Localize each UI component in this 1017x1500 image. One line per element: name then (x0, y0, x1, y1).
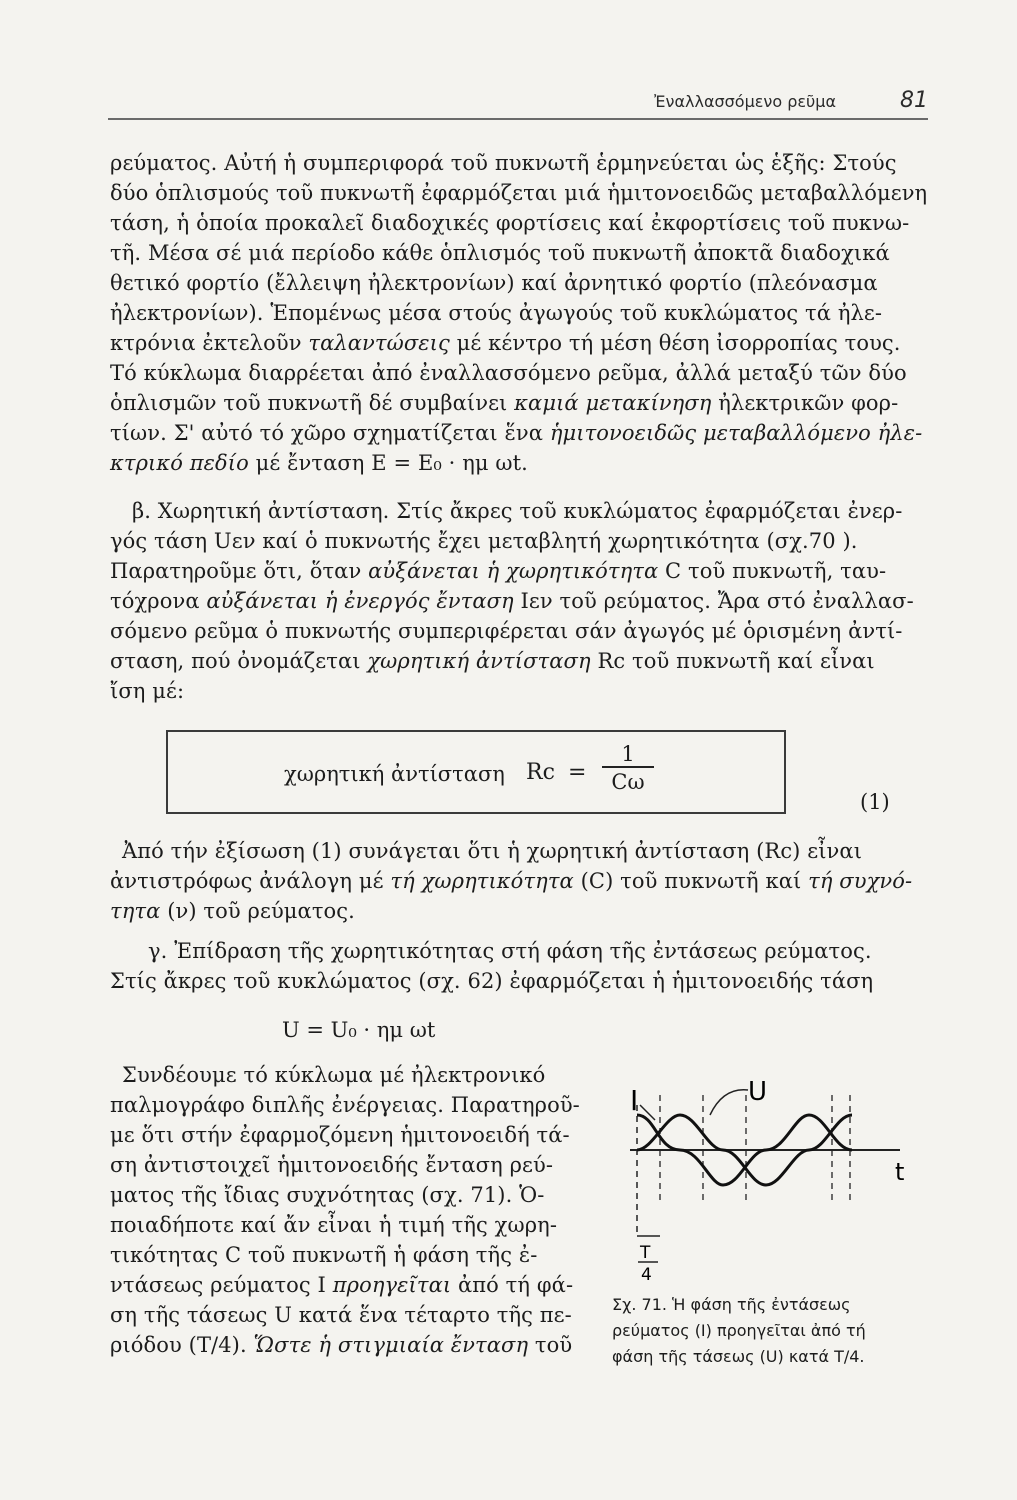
text-line: ση τῆς τάσεως U κατά ἕνα τέταρτο τῆς πε- (110, 1303, 572, 1327)
text-span: ἀντιστρόφως ἀνάλογη μέ (110, 869, 384, 893)
text-line: γός τάση Uεν καί ὁ πυκνωτής ἔχει μεταβλητή χωρητικότητα (σχ.70 ). (110, 529, 858, 553)
text-span: τοῦ (534, 1333, 573, 1357)
text-line: δύο ὁπλισμούς τοῦ πυκνωτῆ ἐφαρμόζεται μιά ἡμιτονοειδῶς μεταβαλλόμενη (110, 181, 928, 205)
page-number: 81 (900, 88, 928, 113)
italic-term: τητα (110, 899, 161, 923)
text-line: ρεύματος. Αὐτή ἡ συμπεριφορά τοῦ πυκνωτῆ ἑρμηνεύεται ὡς ἑξῆς: Στούς (110, 151, 897, 175)
text-line: με ὅτι στήν ἐφαρμοζόμενη ἡμιτονοειδή τά- (110, 1123, 570, 1147)
text-line: ση ἀντιστοιχεῖ ἡμιτονοειδής ἔνταση ρεύ- (110, 1153, 554, 1177)
text-span: ἠλεκτρικῶν φορ- (718, 391, 899, 415)
formula-equals: = (568, 760, 587, 785)
italic-term: καμιά μετακίνηση (514, 391, 712, 415)
label-time: t (895, 1158, 905, 1186)
text-span: ἀπό τή φά- (457, 1273, 574, 1297)
italic-term: Ὥστε ἡ στιγμιαία ἔνταση (253, 1333, 529, 1357)
italic-term: ταλαντώσεις (308, 331, 450, 355)
italic-term: αὐξάνεται ἡ ἐνεργός ἔνταση (206, 589, 514, 613)
text-span: μέ ἔνταση Ε = Ε₀ · ημ ωt. (255, 451, 528, 475)
formula-lhs: Rc (526, 760, 555, 785)
text-line: τάση, ἡ ὁποία προκαλεῖ διαδοχικές φορτίσεις καί ἐκφορτίσεις τοῦ πυκνω- (110, 211, 910, 235)
figure-caption-line: ρεύματος (I) προηγεῖται ἀπό τή (612, 1321, 866, 1340)
page-header (108, 88, 928, 120)
text-line: Τό κύκλωμα διαρρέεται ἀπό ἐναλλασσόμενο ρεῦμα, ἀλλά μεταξύ τῶν δύο (110, 361, 907, 385)
text-line (110, 450, 528, 477)
text-line: παλμογράφο διπλῆς ἐνέργειας. Παρατηροῦ- (110, 1093, 580, 1117)
figure-caption-line: Σχ. 71. Ἡ φάση τῆς ἐντάσεως (612, 1295, 851, 1314)
formula-label: χωρητική ἀντίσταση (284, 762, 505, 786)
equation-number: (1) (860, 790, 890, 814)
text-line (110, 898, 355, 925)
fraction-numerator: 1 (621, 742, 635, 766)
text-line: ἴση μέ: (110, 679, 185, 703)
italic-term: χωρητική ἀντίσταση (367, 649, 591, 673)
text-span: τίων. Σ' αὐτό τό χῶρο σχηματίζεται ἕνα (110, 421, 544, 445)
label-four: 4 (641, 1265, 652, 1285)
text-span: Παρατηροῦμε ὅτι, ὅταν (110, 559, 362, 583)
text-line (110, 390, 898, 417)
voltage-equation: U = U₀ · ημ ωt (282, 1018, 436, 1042)
formula-box (166, 730, 786, 814)
text-span: Rc τοῦ πυκνωτῆ καί εἶναι (597, 649, 875, 673)
text-line (110, 558, 886, 585)
formula-fraction (598, 742, 658, 796)
voltage-pointer (710, 1090, 748, 1115)
italic-term: τή συχνό- (808, 869, 913, 893)
text-line: ματος τῆς ἴδιας συχνότητας (σχ. 71). Ὁ- (110, 1183, 545, 1207)
text-line: Ἀπό τήν ἐξίσωση (1) συνάγεται ὅτι ἡ χωρητική ἀντίσταση (Rc) εἶναι (122, 839, 863, 863)
label-current: I (630, 1084, 639, 1117)
text-line: τικότητας C τοῦ πυκνωτῆ ἡ φάση τῆς ἐ- (110, 1243, 538, 1267)
text-line: σόμενο ρεῦμα ὁ πυκνωτής συμπεριφέρεται σάν ἀγωγός μέ ὁρισμένη ἀντί- (110, 619, 903, 643)
text-line: τῆ. Μέσα σέ μιά περίοδο κάθε ὁπλισμός τοῦ πυκνωτῆ ἀποκτᾶ διαδοχικά (110, 241, 890, 265)
fraction-denominator: Cω (611, 770, 645, 794)
text-span: κτρόνια ἐκτελοῦν (110, 331, 302, 355)
text-span: τόχρονα (110, 589, 200, 613)
text-span: C τοῦ πυκνωτῆ, ταυ- (665, 559, 887, 583)
text-span: (C) τοῦ πυκνωτῆ καί (580, 869, 802, 893)
text-line (110, 588, 914, 615)
text-line: ἠλεκτρονίων). Ἑπομένως μέσα στούς ἀγωγούς τοῦ κυκλώματος τά ἠλε- (110, 301, 883, 325)
label-period-T: T (640, 1243, 651, 1263)
italic-term: κτρικό πεδίο (110, 451, 249, 475)
phase-figure (600, 1060, 930, 1290)
text-line (110, 648, 875, 675)
text-line (110, 1272, 573, 1299)
italic-term: αὐξάνεται ἡ χωρητικότητα (368, 559, 659, 583)
text-line (110, 420, 922, 447)
italic-term: τή χωρητικότητα (390, 869, 574, 893)
text-span: Iεν τοῦ ρεύματος. Ἄρα στό ἐναλλασ- (520, 589, 914, 613)
text-line (110, 1332, 572, 1359)
text-line: Συνδέουμε τό κύκλωμα μέ ἠλεκτρονικό (122, 1063, 546, 1087)
text-line: ποιαδήποτε καί ἄν εἶναι ἡ τιμή τῆς χωρη- (110, 1213, 558, 1237)
text-line: Στίς ἄκρες τοῦ κυκλώματος (σχ. 62) ἐφαρμόζεται ἡ ἡμιτονοειδής τάση (110, 969, 874, 993)
italic-term: ἡμιτονοειδῶς μεταβαλλόμενο ἠλε- (549, 421, 923, 445)
section-heading-line: γ. Ἐπίδραση τῆς χωρητικότητας στή φάση τῆς ἐντάσεως ρεύματος. (148, 939, 872, 963)
figure-caption-line: φάση τῆς τάσεως (U) κατά T/4. (612, 1347, 865, 1366)
text-span: σταση, πού ὀνομάζεται (110, 649, 361, 673)
text-span: ὁπλισμῶν τοῦ πυκνωτῆ δέ συμβαίνει (110, 391, 508, 415)
running-title: Ἐναλλασσόμενο ρεῦμα (654, 92, 836, 111)
italic-term: προηγεῖται (332, 1273, 452, 1297)
text-span: μέ κέντρο τή μέση θέση ἰσορροπίας τους. (456, 331, 901, 355)
text-span: ριόδου (T/4). (110, 1333, 247, 1357)
section-heading-line: β. Χωρητική ἀντίσταση. Στίς ἄκρες τοῦ κυκλώματος ἐφαρμόζεται ἐνερ- (132, 499, 903, 523)
label-voltage: U (748, 1077, 768, 1107)
text-line: θετικό φορτίο (ἔλλειψη ἠλεκτρονίων) καί ἀρνητικό φορτίο (πλεόνασμα (110, 271, 878, 295)
text-line (110, 330, 901, 357)
text-line (110, 868, 912, 895)
text-span: (ν) τοῦ ρεύματος. (167, 899, 355, 923)
text-span: ντάσεως ρεύματος I (110, 1273, 326, 1297)
